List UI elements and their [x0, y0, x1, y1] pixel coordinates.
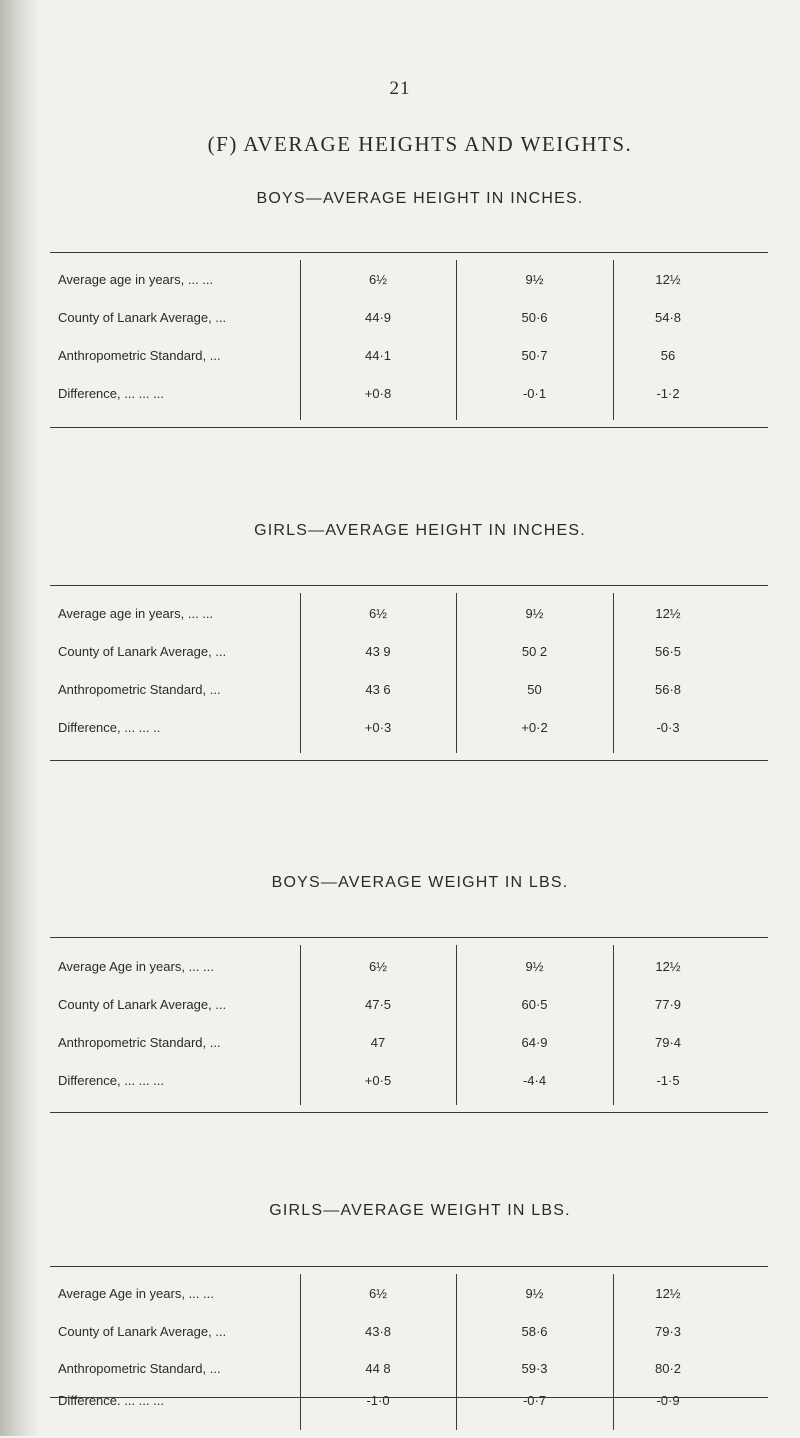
- table-cell: 59·3: [521, 1361, 548, 1376]
- table-top-rule: [50, 1266, 768, 1267]
- table-cell: 43·8: [364, 1324, 392, 1339]
- row-label: Difference. ... ... ...: [58, 1393, 164, 1408]
- table-row: [50, 1286, 768, 1306]
- table-cell: -1·5: [656, 1073, 680, 1088]
- table-row: [50, 348, 768, 368]
- girls-weight-table: [50, 1266, 768, 1438]
- table-row: [50, 1361, 768, 1381]
- table-top-rule: [50, 252, 768, 253]
- table-cell: 56·8: [654, 682, 682, 697]
- boys-height-table: [50, 252, 768, 428]
- table-row: [50, 272, 768, 292]
- table-row: [50, 1035, 768, 1055]
- table-cell: -0·7: [522, 1393, 547, 1408]
- row-label: Difference, ... ... ..: [58, 720, 161, 735]
- row-label: Average Age in years, ... ...: [58, 1286, 214, 1301]
- table-cell: 43 9: [365, 644, 391, 659]
- boys-weight-title: BOYS—AVERAGE WEIGHT IN LBS.: [271, 874, 569, 891]
- table-cell: 79·4: [654, 1035, 682, 1050]
- table-cell: -0·9: [656, 1393, 680, 1408]
- table-row: [50, 959, 768, 979]
- table-cell: 9½: [525, 1286, 544, 1301]
- table-cell: 77·9: [654, 997, 682, 1012]
- girls-height-title: GIRLS—AVERAGE HEIGHT IN INCHES.: [254, 522, 586, 539]
- table-cell: 12½: [655, 606, 681, 621]
- boys-height-title: BOYS—AVERAGE HEIGHT IN INCHES.: [256, 190, 584, 207]
- table-row: [50, 997, 768, 1017]
- table-cell: 79·3: [654, 1324, 682, 1339]
- table-cell: -0·1: [522, 386, 547, 401]
- table-row: [50, 644, 768, 664]
- table-bottom-rule: [50, 1397, 768, 1398]
- row-label: County of Lanark Average, ...: [58, 644, 227, 659]
- row-label: Average age in years, ... ...: [58, 272, 214, 287]
- table-cell: 9½: [525, 272, 544, 287]
- table-cell: 47·5: [364, 997, 392, 1012]
- table-row: [50, 682, 768, 702]
- table-row: [50, 1324, 768, 1344]
- table-top-rule: [50, 585, 768, 586]
- row-label: County of Lanark Average, ...: [58, 310, 227, 325]
- girls-weight-title: GIRLS—AVERAGE WEIGHT IN LBS.: [269, 1202, 571, 1219]
- table-bottom-rule: [50, 760, 768, 761]
- table-top-rule: [50, 937, 768, 938]
- row-label: County of Lanark Average, ...: [58, 1324, 227, 1339]
- table-cell: 12½: [655, 272, 681, 287]
- table-row: [50, 720, 768, 740]
- table-cell: 56·5: [654, 644, 682, 659]
- page-number: 21: [389, 78, 411, 99]
- table-cell: +0·5: [364, 1073, 392, 1088]
- table-cell: 6½: [368, 272, 388, 287]
- table-cell: 6½: [368, 606, 388, 621]
- table-cell: -1·0: [366, 1393, 390, 1408]
- table-cell: -0·3: [656, 720, 680, 735]
- table-cell: 44·1: [364, 348, 392, 363]
- table-cell: 43 6: [365, 682, 391, 697]
- table-cell: 54·8: [654, 310, 682, 325]
- table-row: [50, 1073, 768, 1093]
- boys-weight-table: [50, 937, 768, 1113]
- table-cell: +0·3: [364, 720, 392, 735]
- table-cell: 9½: [525, 959, 544, 974]
- table-cell: 12½: [655, 959, 681, 974]
- row-label: Average age in years, ... ...: [58, 606, 214, 621]
- table-cell: +0·2: [521, 720, 548, 735]
- table-cell: 50·6: [521, 310, 548, 325]
- row-label: Anthropometric Standard, ...: [58, 348, 221, 363]
- table-cell: 9½: [525, 606, 544, 621]
- binding-shadow: [0, 0, 40, 1436]
- row-label: Anthropometric Standard, ...: [58, 682, 221, 697]
- table-cell: 56: [660, 348, 676, 363]
- table-row: [50, 386, 768, 406]
- table-cell: 12½: [655, 1286, 681, 1301]
- table-cell: 50·7: [521, 348, 548, 363]
- table-cell: 60·5: [521, 997, 548, 1012]
- table-row: [50, 310, 768, 330]
- row-label: County of Lanark Average, ...: [58, 997, 227, 1012]
- row-label: Anthropometric Standard, ...: [58, 1035, 221, 1050]
- table-cell: 6½: [368, 959, 388, 974]
- table-cell: 44·9: [364, 310, 392, 325]
- row-label: Difference, ... ... ...: [58, 386, 164, 401]
- table-cell: 64·9: [521, 1035, 548, 1050]
- table-cell: 6½: [368, 1286, 388, 1301]
- row-label: Average Age in years, ... ...: [58, 959, 214, 974]
- table-cell: 50 2: [521, 644, 548, 659]
- table-row: [50, 1393, 768, 1413]
- row-label: Anthropometric Standard, ...: [58, 1361, 221, 1376]
- main-title: (F) AVERAGE HEIGHTS AND WEIGHTS.: [207, 132, 633, 156]
- girls-height-table: [50, 585, 768, 761]
- table-cell: -1·2: [656, 386, 680, 401]
- table-bottom-rule: [50, 427, 768, 428]
- table-cell: 44 8: [365, 1361, 391, 1376]
- table-cell: 80·2: [654, 1361, 682, 1376]
- table-cell: 47: [370, 1035, 386, 1050]
- row-label: Difference, ... ... ...: [58, 1073, 164, 1088]
- table-cell: +0·8: [364, 386, 392, 401]
- table-bottom-rule: [50, 1112, 768, 1113]
- table-cell: -4·4: [522, 1073, 547, 1088]
- table-row: [50, 606, 768, 626]
- table-cell: 50: [527, 682, 542, 697]
- table-cell: 58·6: [521, 1324, 548, 1339]
